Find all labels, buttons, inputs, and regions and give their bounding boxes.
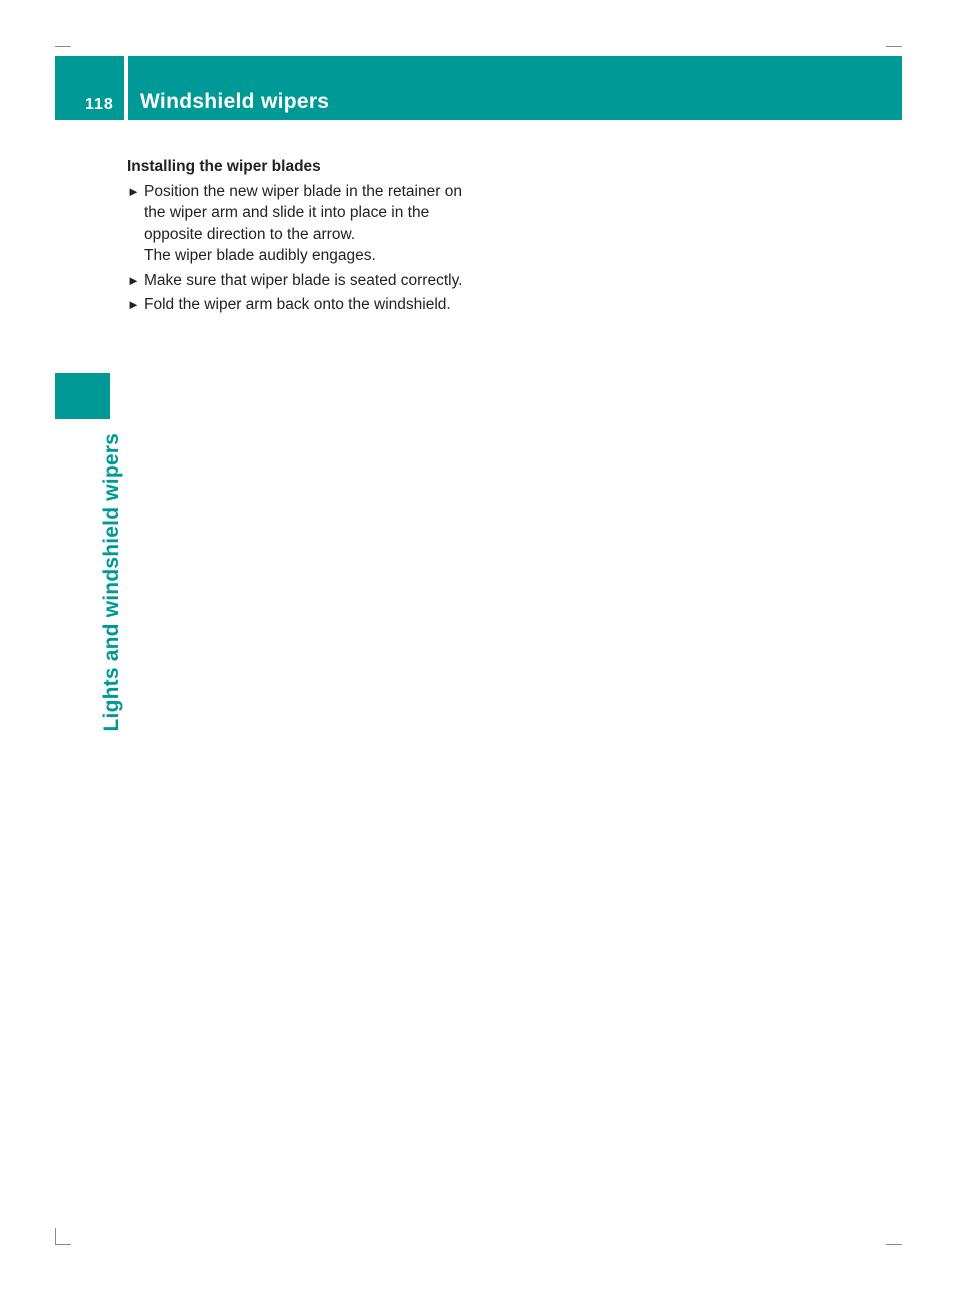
chapter-tab-label: Lights and windshield wipers xyxy=(100,433,123,732)
step-text: Fold the wiper arm back onto the windshield. xyxy=(144,296,451,313)
page-number: 118 xyxy=(85,96,114,113)
content-heading: Installing the wiper blades xyxy=(127,158,321,175)
instruction-step xyxy=(127,181,472,267)
action-arrow-icon: ► xyxy=(127,272,140,288)
crop-mark-bottom-right xyxy=(886,1244,902,1245)
step-text: Make sure that wiper blade is seated correctly. xyxy=(144,271,463,289)
instruction-step xyxy=(127,270,472,292)
page-number-box xyxy=(55,56,124,120)
chapter-tab-marker xyxy=(55,373,110,419)
main-content xyxy=(127,156,472,319)
action-arrow-icon: ► xyxy=(127,183,140,199)
crop-mark-top-left xyxy=(55,46,71,47)
instruction-step xyxy=(127,294,472,316)
crop-mark-top-right xyxy=(886,46,902,47)
step-result: The wiper blade audibly engages. xyxy=(144,247,376,264)
crop-mark-bottom-left-vertical xyxy=(55,1228,56,1244)
section-title: Windshield wipers xyxy=(140,90,330,113)
step-text: Position the new wiper blade in the retainer on the wiper arm and slide it into place in the opposite direction to the arrow. xyxy=(144,182,462,243)
action-arrow-icon: ► xyxy=(127,297,140,312)
crop-mark-bottom-left-horizontal xyxy=(55,1244,71,1245)
section-header-bar xyxy=(128,56,902,120)
